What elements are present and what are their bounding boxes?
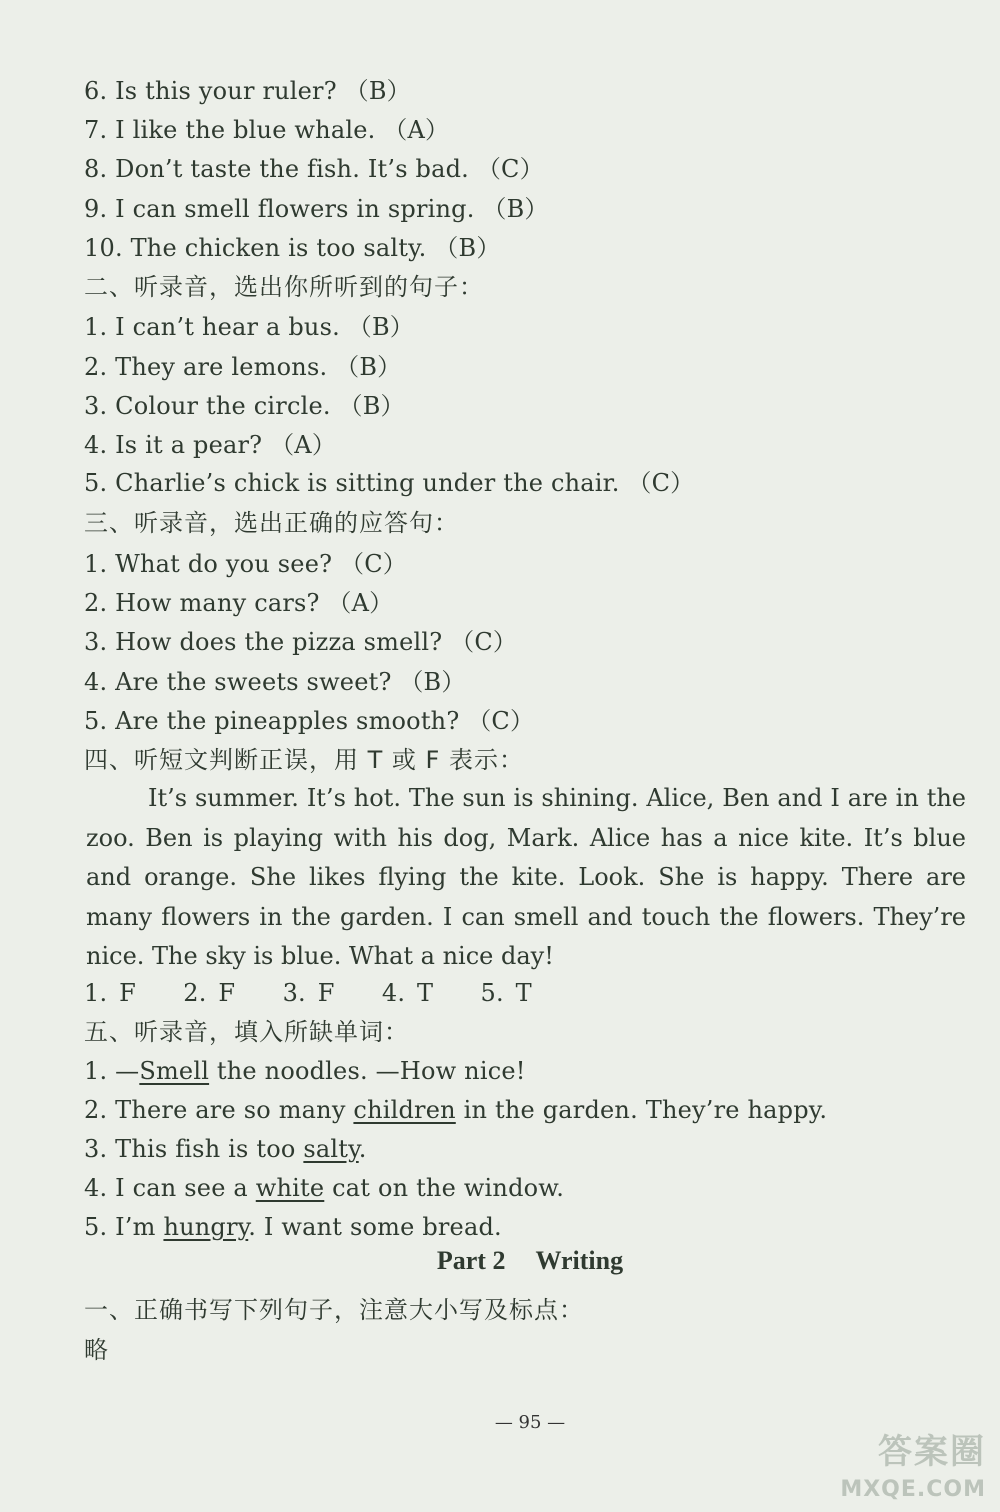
s5-item-4 <box>84 1173 564 1203</box>
s5-item-2 <box>84 1095 827 1125</box>
s3-item-5: 5. Are the pineapples smooth? （C） <box>84 707 535 735</box>
s3-item-3: 3. How does the pizza smell? （C） <box>84 628 518 656</box>
part2-label: Part 2 <box>436 1246 506 1275</box>
section4-passage: It’s summer. It’s hot. The sun is shining. Alice, Ben and I are in the zoo. Ben is playing with his dog, Mark. Alice has a nice kite. It’s blue and orange. She likes flying the kite. Look. She is happy. There are many flowers in the garden. I can smell and touch the flowers. They’re nice. The sky is blue. What a nice day! <box>86 784 966 970</box>
page-number: — 95 — <box>494 1412 566 1433</box>
s2-item-3: 3. Colour the circle. （B） <box>84 392 405 420</box>
s3-item-2: 2. How many cars? （A） <box>84 589 394 617</box>
s2-item-1: 1. I can’t hear a bus. （B） <box>84 313 414 341</box>
s5-item-4-answer: white <box>255 1174 325 1202</box>
watermark-top-text: 答案圈 <box>878 1432 986 1472</box>
part2-section1-heading: 一、正确书写下列句子，注意大小写及标点： <box>84 1296 584 1324</box>
s5-item-3-after: . <box>358 1135 367 1163</box>
watermark-logo <box>836 1424 986 1502</box>
s1-item-6: 6. Is this your ruler? （B） <box>84 77 411 105</box>
s5-item-1-before: 1. — <box>84 1057 140 1085</box>
s5-item-4-after: cat on the window. <box>324 1174 565 1202</box>
part2-title <box>0 1246 1000 1276</box>
s5-item-1-after: the noodles. —How nice! <box>209 1057 526 1085</box>
s5-item-4-before: 4. I can see a <box>84 1174 256 1202</box>
s2-item-2: 2. They are lemons. （B） <box>84 353 402 381</box>
s1-item-8: 8. Don’t taste the fish. It’s bad. （C） <box>84 155 544 183</box>
s5-item-3 <box>84 1134 367 1164</box>
s1-item-9: 9. I can smell flowers in spring. （B） <box>84 195 549 223</box>
section3-heading: 三、听录音，选出正确的应答句： <box>84 509 459 537</box>
s5-item-2-after: in the garden. They’re happy. <box>455 1096 828 1124</box>
s5-item-3-before: 3. This fish is too <box>84 1135 304 1163</box>
s3-item-1: 1. What do you see? （C） <box>84 550 407 578</box>
watermark-bottom-text: MXQE.COM <box>840 1477 986 1502</box>
s2-item-5: 5. Charlie’s chick is sitting under the chair. （C） <box>84 469 695 497</box>
s5-item-2-answer: children <box>353 1096 456 1124</box>
s5-item-1 <box>84 1056 526 1086</box>
section5-heading: 五、听录音，填入所缺单词： <box>84 1018 409 1046</box>
s2-item-4: 4. Is it a pear? （A） <box>84 431 337 459</box>
s1-item-7: 7. I like the blue whale. （A） <box>84 116 450 144</box>
s3-item-4: 4. Are the sweets sweet? （B） <box>84 668 466 696</box>
s5-item-3-answer: salty <box>303 1135 359 1163</box>
section2-heading: 二、听录音，选出你所听到的句子： <box>84 273 484 301</box>
s5-item-5-answer: hungry <box>163 1213 249 1241</box>
part2-section1-answer: 略 <box>84 1336 109 1364</box>
s5-item-2-before: 2. There are so many <box>84 1096 354 1124</box>
part2-name: Writing <box>535 1246 624 1275</box>
s5-item-5-after: . I want some bread. <box>248 1213 502 1241</box>
s1-item-10: 10. The chicken is too salty. （B） <box>84 234 501 262</box>
section4-answers: 1. F 2. F 3. F 4. T 5. T <box>84 979 532 1007</box>
s5-item-1-answer: Smell <box>139 1057 210 1085</box>
section4-heading: 四、听短文判断正误，用 T 或 F 表示： <box>84 746 524 774</box>
s5-item-5-before: 5. I’m <box>84 1213 164 1241</box>
s5-item-5 <box>84 1212 502 1242</box>
